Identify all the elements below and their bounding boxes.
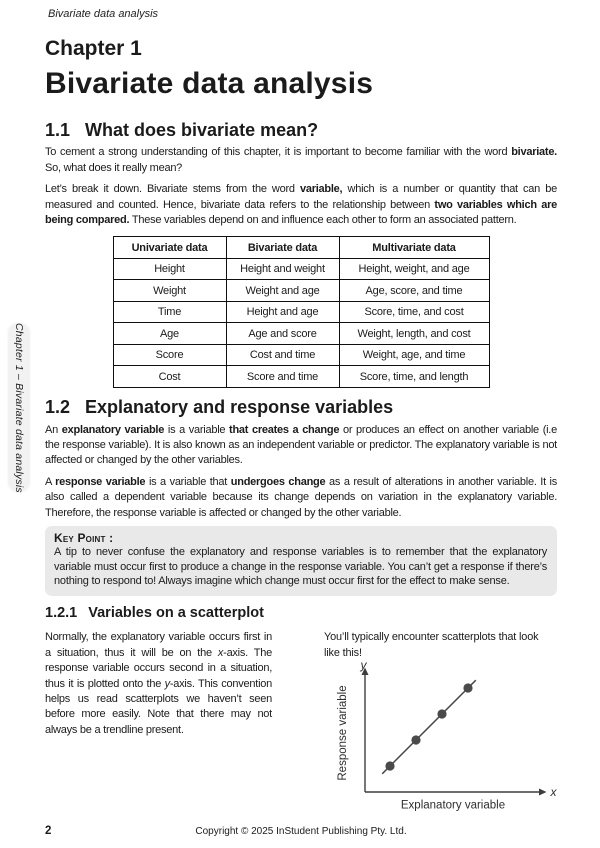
table-cell: Score (113, 344, 226, 366)
chapter-label: Chapter 1 (45, 37, 142, 60)
paragraph: Normally, the explanatory variable occurs first in a situation, thus it will be on the x-axis. The response variable occurs second in a situation, thus it is plotted onto the y-axis. This convention helps us read scatterplots we haven’t seen before more easily. Note that there may not always be a trendline present. (45, 631, 272, 736)
table-cell: Weight, length, and cost (339, 323, 489, 345)
table-cell: Cost (113, 366, 226, 388)
table-header-cell: Univariate data (113, 237, 226, 259)
paragraph: Let’s break it down. Bivariate stems from the word variable, which is a number or quantity that can be measured and counted. Hence, bivariate data refers to the relationship between two variables which are being compared. These variables depend on and influence each other to form an associated pattern. (45, 183, 557, 227)
table-header-row (113, 237, 489, 259)
table-row (113, 323, 489, 345)
table-header-cell: Bivariate data (226, 237, 339, 259)
table-cell: Height, weight, and age (339, 258, 489, 280)
scatter-points (382, 680, 476, 774)
x-axis-letter: x (550, 785, 557, 800)
table-row (113, 344, 489, 366)
two-column-layout (45, 627, 557, 815)
table-header-cell: Multivariate data (339, 237, 489, 259)
subsection-heading-1-2-1 (45, 605, 557, 622)
y-axis-label: Response variable (337, 685, 349, 781)
scatterplot-intro: You’ll typically encounter scatterplots that look like this! (324, 631, 539, 659)
paragraph: A response variable is a variable that undergoes change as a result of alterations in another variable. It is also called a dependent variable because its change depends on variation in the explanatory variable. Therefore, the response variable is affected or changed by the other variable. (45, 475, 558, 519)
table-cell: Score, time, and cost (339, 301, 489, 323)
table-cell: Weight (113, 280, 226, 302)
data-point (385, 762, 394, 771)
subsection-title: Variables on a scatterplot (88, 604, 264, 621)
scatterplot-figure (322, 657, 560, 815)
y-axis-letter: y (360, 658, 367, 673)
running-header: Bivariate data analysis (48, 8, 159, 20)
right-column (324, 627, 557, 815)
table-cell: Weight and age (226, 280, 339, 302)
data-point (463, 684, 472, 693)
chapter-sidebar-tab (9, 324, 29, 491)
chapter-tab-label: Chapter 1 – Bivariate data analysis (13, 322, 25, 493)
keypoint-label: Key Point : (54, 531, 114, 546)
table-cell: Height and age (226, 301, 339, 323)
data-point (437, 710, 446, 719)
page-number: 2 (45, 825, 52, 837)
table-cell: Time (113, 301, 226, 323)
section-title: Explanatory and response variables (85, 396, 394, 417)
data-point (411, 736, 420, 745)
table-cell: Score, time, and length (339, 366, 489, 388)
page-title: Bivariate data analysis (45, 67, 374, 101)
left-column (45, 627, 272, 815)
table-cell: Score and time (226, 366, 339, 388)
section-heading-1-2 (45, 397, 557, 418)
paragraph: An explanatory variable is a variable that creates a change or produces an effect on another variable (i.e the response variable). It is also known as an independent variable or predictor. The explanatory variable is not affected or changed by the other variables. (45, 423, 557, 467)
table-cell: Weight, age, and time (339, 344, 489, 366)
table-row (113, 258, 489, 280)
section-heading-1-1 (45, 120, 557, 141)
table-cell: Cost and time (226, 344, 339, 366)
trendline (382, 680, 476, 774)
x-axis-arrow-icon (539, 789, 547, 796)
copyright-notice: Copyright © 2025 InStudent Publishing Pty. Ltd. (195, 826, 407, 837)
subsection-number: 1.2.1 (45, 604, 78, 621)
keypoint-body: A tip to never confuse the explanatory and response variables is to remember that the explanatory variable must occur first to produce a change in the response variable. You can’t get a response if there’s nothing to respond to! Always imagine which change must occur first for the effect to make sense. (54, 546, 547, 588)
section-title: What does bivariate mean? (85, 119, 319, 140)
table-cell: Height and weight (226, 258, 339, 280)
page-footer (45, 825, 557, 839)
table-cell: Height (113, 258, 226, 280)
table-cell: Age, score, and time (339, 280, 489, 302)
section-number: 1.1 (45, 119, 71, 140)
x-axis-label: Explanatory variable (400, 799, 506, 812)
keypoint-callout (45, 526, 557, 596)
section-number: 1.2 (45, 396, 71, 417)
table-cell: Age (113, 323, 226, 345)
table-cell: Age and score (226, 323, 339, 345)
table-row (113, 280, 489, 302)
paragraph: To cement a strong understanding of this chapter, it is important to become familiar with the word bivariate. So, what does it really mean? (45, 146, 557, 174)
table-row (113, 366, 489, 388)
variable-types-table (113, 236, 490, 388)
table-row (113, 301, 489, 323)
